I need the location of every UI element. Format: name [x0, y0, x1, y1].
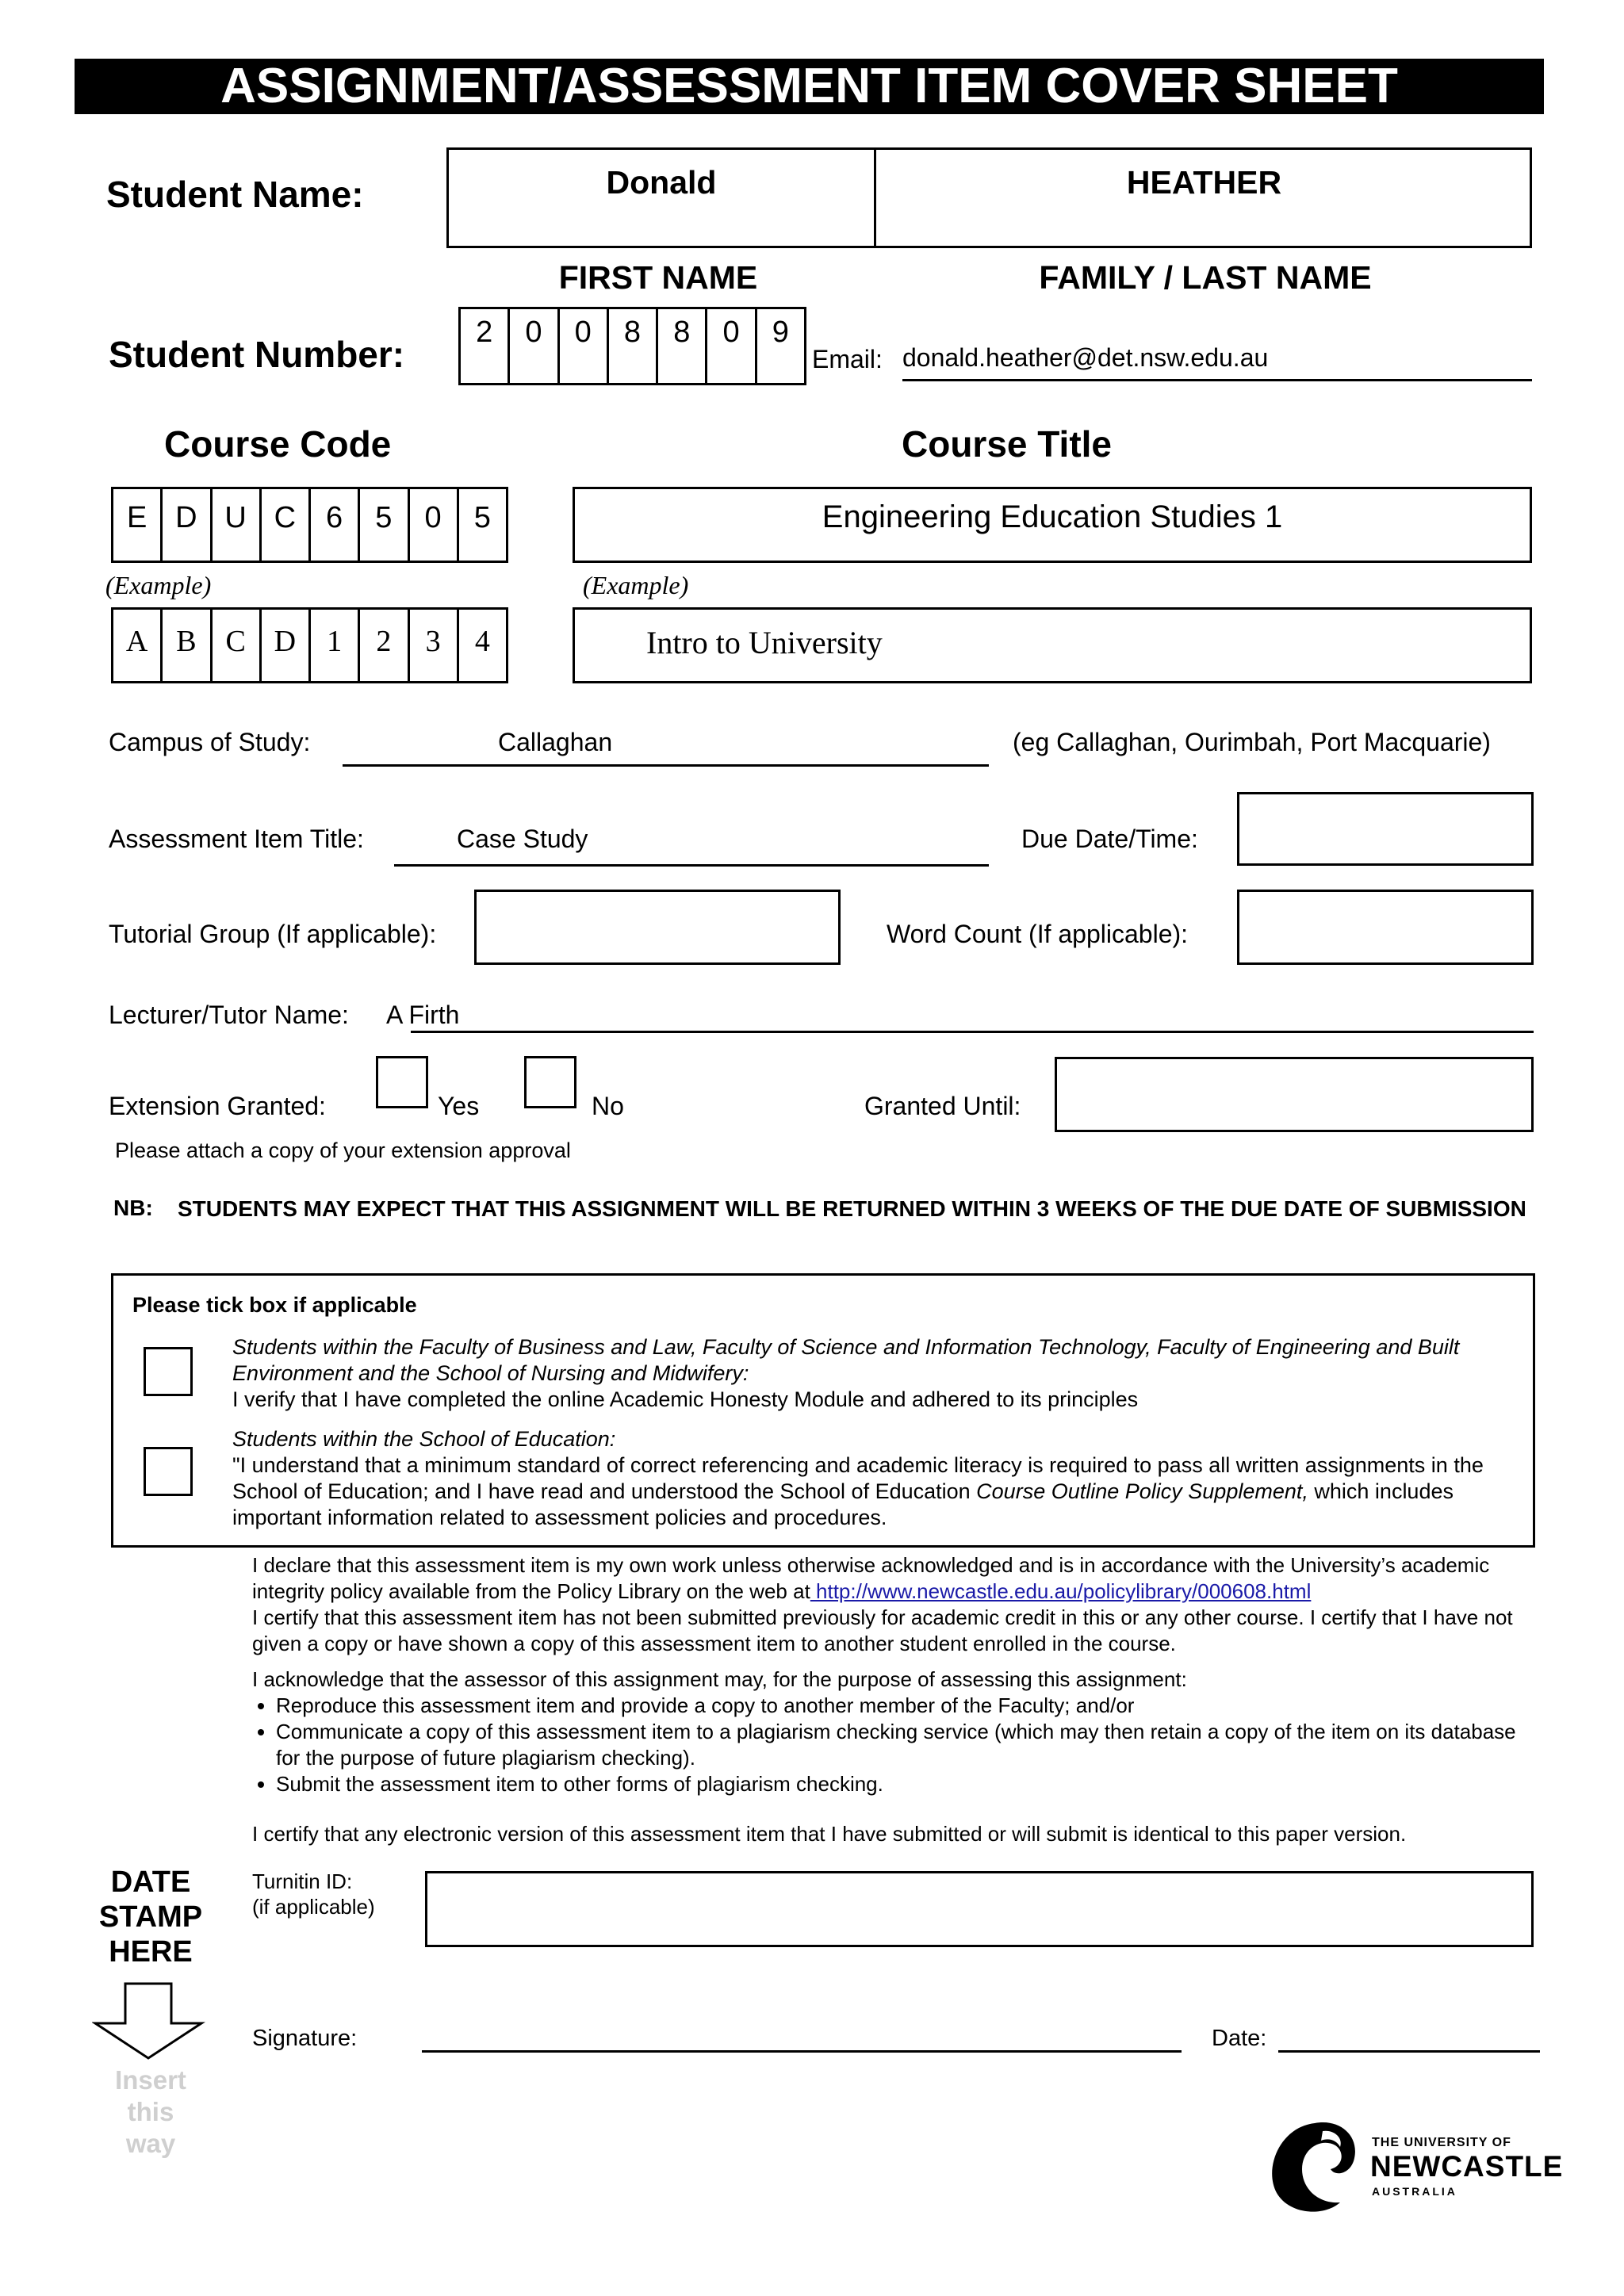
declaration — [252, 1552, 1521, 1847]
insert-line: Insert — [115, 2065, 186, 2095]
declaration-p1-text: I declare that this assessment item is my own work unless otherwise acknowledged and is in accordance with the University’s academic integrity policy available from the Policy Library on the web at — [252, 1553, 1490, 1603]
example-code-char: B — [163, 610, 212, 681]
assessment-title-value[interactable]: Case Study — [457, 825, 588, 853]
example-code-char: 3 — [410, 610, 459, 681]
tick-item-2-text-a: "I understand that a minimum standard of correct referencing and academic literacy is required to pass all written assignments in the School of Education; and I have read and understood the School of Education — [232, 1453, 1484, 1503]
tick-item-1 — [232, 1334, 1517, 1413]
extension-yes-checkbox[interactable] — [376, 1056, 428, 1108]
signature-line[interactable] — [422, 2050, 1182, 2053]
declaration-para-2: I acknowledge that the assessor of this assignment may, for the purpose of assessing this assignment: — [252, 1667, 1187, 1691]
logo-line-3: AUSTRALIA — [1372, 2185, 1457, 2198]
tick-item-1-text: I verify that I have completed the online Academic Honesty Module and adhered to its principles — [232, 1387, 1139, 1411]
student-number-digit: 8 — [609, 309, 658, 383]
date-stamp-line: HERE — [109, 1935, 193, 1969]
date-stamp-label — [87, 1865, 214, 1969]
student-number-digit: 0 — [560, 309, 609, 383]
due-date-field[interactable] — [1237, 792, 1534, 866]
student-name-field[interactable] — [446, 147, 1532, 248]
down-arrow-icon — [92, 1982, 211, 2061]
tick-box-section — [111, 1273, 1535, 1548]
assessment-title-underline — [394, 864, 989, 867]
lecturer-value[interactable]: A Firth — [386, 1001, 460, 1029]
campus-hint: (eg Callaghan, Ourimbah, Port Macquarie) — [1013, 728, 1491, 756]
tick-item-2-text-b: which includes important information related to assessment policies and procedures. — [232, 1479, 1454, 1529]
date-stamp-line: STAMP — [98, 1900, 203, 1934]
date-label: Date: — [1212, 2026, 1267, 2051]
email-value[interactable]: donald.heather@det.nsw.edu.au — [902, 343, 1269, 372]
last-name-value: HEATHER — [1126, 164, 1282, 201]
turnitin-id-field[interactable] — [425, 1871, 1534, 1947]
course-code-field[interactable] — [111, 487, 508, 563]
declaration-para-1b: I certify that this assessment item has not been submitted previously for academic credit in this or any other course. I certify that I have not given a copy or have shown a copy of this assessment item to another student enrolled in the course. — [252, 1605, 1513, 1655]
extension-label: Extension Granted: — [109, 1092, 326, 1120]
course-title-value: Engineering Education Studies 1 — [822, 499, 1283, 534]
academic-honesty-checkbox[interactable] — [144, 1347, 193, 1396]
course-code-char: 5 — [473, 501, 491, 534]
insert-line: way — [125, 2129, 176, 2158]
course-code-char: 6 — [311, 489, 360, 561]
insert-this-way-label — [87, 2064, 214, 2160]
example-title-value: Intro to University — [646, 625, 883, 660]
nb-label: NB: — [113, 1196, 153, 1220]
tutorial-group-field[interactable] — [474, 890, 841, 965]
example-code-char: 4 — [474, 625, 490, 658]
first-name-value: Donald — [606, 164, 717, 201]
declaration-para-1 — [252, 1552, 1521, 1605]
course-code-char: D — [163, 489, 212, 561]
declaration-bullets — [252, 1693, 1521, 1797]
granted-until-field[interactable] — [1055, 1057, 1534, 1132]
tick-item-2 — [232, 1426, 1517, 1531]
course-code-char: 5 — [360, 489, 409, 561]
course-code-char: E — [113, 489, 163, 561]
extension-no-label: No — [592, 1092, 624, 1120]
example-course-title — [573, 607, 1532, 683]
first-name-caption: FIRST NAME — [558, 259, 758, 296]
course-title-field[interactable] — [573, 487, 1532, 563]
extension-note: Please attach a copy of your extension approval — [115, 1138, 571, 1162]
example-title-label: (Example) — [583, 571, 689, 599]
example-code-char: D — [262, 610, 311, 681]
assessment-title-label: Assessment Item Title: — [109, 825, 364, 853]
extension-yes-label: Yes — [438, 1092, 480, 1120]
university-logo — [1267, 2117, 1564, 2220]
word-count-field[interactable] — [1237, 890, 1534, 965]
student-number-digit: 8 — [658, 309, 707, 383]
turnitin-label-line: Turnitin ID: — [252, 1869, 353, 1893]
campus-underline — [343, 764, 989, 767]
page-title: ASSIGNMENT/ASSESSMENT ITEM COVER SHEET — [75, 59, 1544, 114]
course-code-heading: Course Code — [164, 423, 392, 465]
example-code-char: C — [213, 610, 262, 681]
extension-no-checkbox[interactable] — [524, 1056, 576, 1108]
logo-line-1: THE UNIVERSITY OF — [1372, 2136, 1511, 2149]
student-number-field[interactable] — [458, 307, 806, 385]
declaration-bullet: • Reproduce this assessment item and provide a copy to another member of the Faculty; and/or — [276, 1693, 1521, 1719]
logo-line-2: NEWCASTLE — [1370, 2150, 1564, 2183]
email-label: Email: — [812, 345, 883, 373]
tick-item-1-heading: Students within the Faculty of Business and Law, Faculty of Science and Information Technology, Faculty of Engineering and Built Environment and the School of Nursing and Midwifery: — [232, 1335, 1460, 1385]
example-course-code — [111, 607, 508, 683]
signature-label: Signature: — [252, 2026, 358, 2051]
education-literacy-checbox[interactable] — [144, 1447, 193, 1496]
student-name-label: Student Name: — [106, 174, 364, 215]
tick-heading: Please tick box if applicable — [132, 1293, 417, 1317]
turnitin-label-line: (if applicable) — [252, 1895, 375, 1919]
course-code-char: U — [213, 489, 262, 561]
campus-value[interactable]: Callaghan — [498, 728, 613, 756]
insert-line: this — [127, 2097, 174, 2126]
date-stamp-line: DATE — [110, 1866, 191, 1899]
declaration-bullet: • Communicate a copy of this assessment item to a plagiarism checking service (which may then retain a copy of the item on its database for the purpose of future plagiarism checking). — [276, 1719, 1521, 1771]
horse-logo-icon — [1267, 2117, 1362, 2220]
tick-item-2-text-em: Course Outline Policy Supplement, — [976, 1479, 1308, 1503]
declaration-para-3: I certify that any electronic version of this assessment item that I have submitted or will submit is identical to this paper version. — [252, 1822, 1407, 1846]
tutorial-group-label: Tutorial Group (If applicable): — [109, 920, 437, 948]
student-number-digit: 0 — [707, 309, 756, 383]
lecturer-label: Lecturer/Tutor Name: — [109, 1001, 349, 1029]
course-title-heading: Course Title — [902, 423, 1112, 465]
policy-library-link[interactable]: http://www.newcastle.edu.au/policylibrary/000608.html — [810, 1579, 1312, 1603]
course-code-char: C — [262, 489, 311, 561]
declaration-bullet: • Submit the assessment item to other forms of plagiarism checking. — [276, 1771, 1521, 1797]
turnitin-label — [252, 1869, 375, 1919]
granted-until-label: Granted Until: — [864, 1092, 1021, 1120]
example-label: (Example) — [105, 571, 212, 599]
course-code-char: 0 — [410, 489, 459, 561]
date-line[interactable] — [1278, 2050, 1540, 2053]
campus-label: Campus of Study: — [109, 728, 311, 756]
student-number-digit: 0 — [510, 309, 559, 383]
student-number-digit: 2 — [461, 309, 510, 383]
tick-item-2-heading: Students within the School of Education: — [232, 1427, 616, 1451]
example-code-char: 2 — [360, 610, 409, 681]
student-number-digit: 9 — [772, 316, 789, 349]
due-date-label: Due Date/Time: — [1021, 825, 1198, 853]
student-number-label: Student Number: — [109, 334, 405, 375]
last-name-caption: FAMILY / LAST NAME — [1039, 259, 1372, 296]
lecturer-underline — [411, 1031, 1534, 1033]
email-underline — [902, 379, 1532, 381]
example-code-char: 1 — [311, 610, 360, 681]
nb-text: STUDENTS MAY EXPECT THAT THIS ASSIGNMENT WILL BE RETURNED WITHIN 3 WEEKS OF THE DUE DATE OF SUBMISSION — [178, 1196, 1526, 1221]
word-count-label: Word Count (If applicable): — [887, 920, 1189, 948]
example-code-char: A — [113, 610, 163, 681]
